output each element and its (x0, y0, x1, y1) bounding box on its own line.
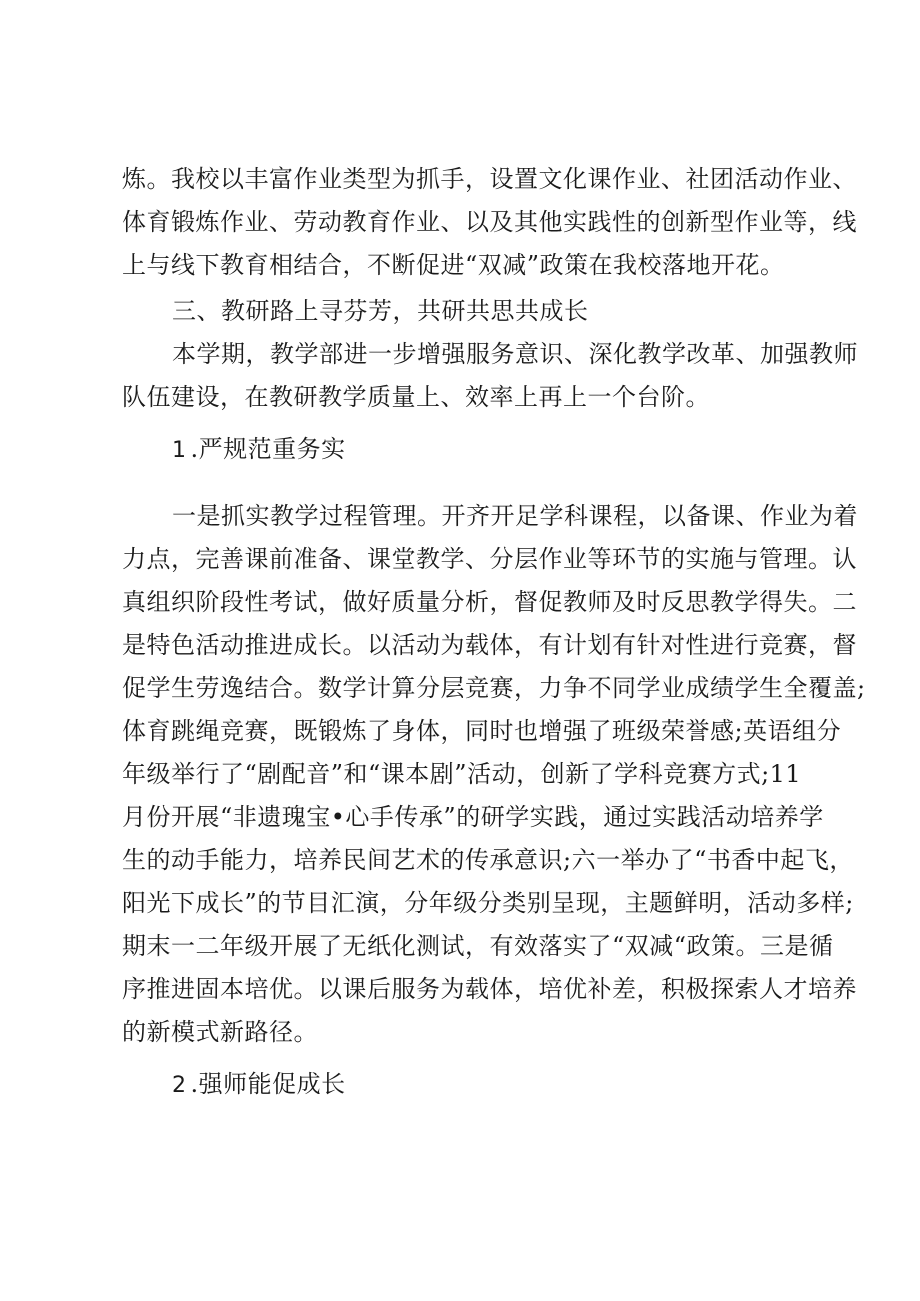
subheading-text: .强师能促成长 (190, 1070, 346, 1098)
paragraph-line: 是特色活动推进成长。以活动为载体，有计划有针对性进行竞赛，督 (122, 631, 857, 659)
paragraph-line: 队伍建设，在教研教学质量上、效率上再上一个台阶。 (122, 383, 710, 411)
paragraph-line: 生的动手能力，培养民间艺术的传承意识;六一举办了“书香中起飞， (122, 846, 854, 874)
paragraph-line: 月份开展“非遗瑰宝•心手传承”的研学实践，通过实践活动培养学 (122, 803, 824, 831)
paragraph-line: 体育锻炼作业、劳动教育作业、以及其他实践性的创新型作业等，线 (122, 208, 857, 236)
paragraph-line: 本学期，教学部进一步增强服务意识、深化教学改革、加强教师 (172, 340, 858, 368)
paragraph-continuation (122, 158, 857, 287)
paragraph-line: 真组织阶段性考试，做好质量分析，督促教师及时反思教学得失。二 (122, 588, 857, 616)
paragraph-intro (122, 333, 858, 419)
paragraph-line: 序推进固本培优。以课后服务为载体，培优补差，积极探索人才培养 (122, 975, 857, 1003)
paragraph-line: 上与线下教育相结合，不断促进“双减”政策在我校落地开花。 (122, 251, 785, 279)
paragraph-line: 年级举行了“剧配音”和“课本剧”活动，创新了学科竞赛方式;11 (122, 760, 802, 788)
subheading-1 (172, 428, 346, 472)
paragraph-line: 炼。我校以丰富作业类型为抓手，设置文化课作业、社团活动作业、 (122, 165, 857, 193)
subheading-number: 1 (172, 438, 187, 463)
paragraph-body (122, 495, 866, 1054)
paragraph-line: 力点，完善课前准备、课堂教学、分层作业等环节的实施与管理。认 (122, 545, 857, 573)
paragraph-line: 期末一二年级开展了无纸化测试，有效落实了“双减“政策。三是循 (122, 932, 834, 960)
paragraph-line: 促学生劳逸结合。数学计算分层竞赛，力争不同学业成绩学生全覆盖; (122, 674, 866, 702)
paragraph-line: 阳光下成长”的节目汇演，分年级分类别呈现，主题鲜明，活动多样; (122, 889, 854, 917)
subheading-2 (172, 1063, 346, 1107)
subheading-number: 2 (172, 1073, 187, 1098)
section-heading: 三、教研路上寻芬芳，共研共思共成长 (172, 297, 589, 325)
paragraph-line: 的新模式新路径。 (122, 1018, 318, 1046)
paragraph-line: 体育跳绳竞赛，既锻炼了身体，同时也增强了班级荣誉感;英语组分 (122, 717, 842, 745)
paragraph-line: 一是抓实教学过程管理。开齐开足学科课程，以备课、作业为着 (172, 502, 858, 530)
subheading-text: .严规范重务实 (190, 435, 346, 463)
